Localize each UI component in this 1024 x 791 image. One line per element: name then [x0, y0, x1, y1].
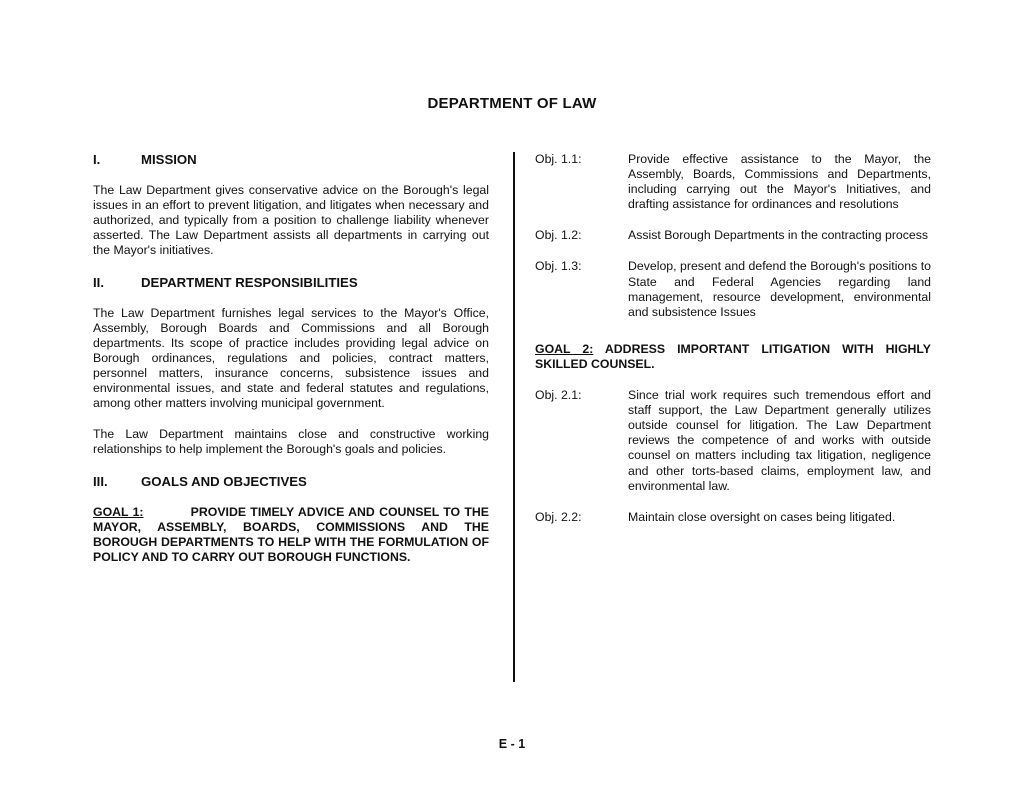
objective-text: Develop, present and defend the Borough's positions to State and Federal Agencies regarding land management, resource development, environmental and subsistence Issues: [628, 259, 931, 319]
objective-item: [535, 510, 931, 525]
mission-paragraph: The Law Department gives conservative advice on the Borough's legal issues in an effort to prevent litigation, and litigates when necessary and authorized, and typically from a position to challenge liability whenever asserted. The Law Department assists all departments in carrying out the Mayor's initiatives.: [93, 183, 489, 258]
objective-label: Obj. 2.2:: [535, 509, 582, 524]
goal-label: GOAL 2:: [535, 341, 594, 356]
section-heading-goals: [93, 474, 489, 489]
objective-label: Obj. 2.1:: [535, 388, 582, 403]
objective-label: Obj. 1.1:: [535, 152, 582, 166]
objective-item: [535, 152, 931, 212]
objective-item: [535, 228, 931, 243]
objective-item: [535, 259, 931, 319]
section-number: II.: [93, 274, 104, 290]
left-column: [93, 152, 489, 565]
responsibilities-paragraph: The Law Department furnishes legal services to the Mayor's Office, Assembly, Borough Boards and Commissions and all Borough departments. Its scope of practice includes providing legal advice on Borough ordinances, regulations and policies, contract matters, personnel matters, insurance concerns, subsistence issues and environmental issues, and state and federal statutes and regulations, among other matters involving municipal government.: [93, 305, 489, 411]
section-title: MISSION: [141, 152, 197, 167]
section-number: I.: [93, 152, 101, 167]
objective-text: Maintain close oversight on cases being litigated.: [628, 509, 896, 524]
page-title: DEPARTMENT OF LAW: [427, 95, 597, 112]
goal-2: [535, 342, 931, 372]
objective-label: Obj. 1.3:: [535, 259, 582, 274]
responsibilities-paragraph: The Law Department maintains close and constructive working relationships to help implement the Borough's goals and policies.: [93, 427, 489, 457]
section-title: DEPARTMENT RESPONSIBILITIES: [141, 274, 358, 290]
objective-item: [535, 388, 931, 494]
section-heading-mission: [93, 152, 489, 167]
goal-1: [93, 505, 489, 565]
objective-label: Obj. 1.2:: [535, 228, 582, 243]
objective-text: Provide effective assistance to the Mayor, the Assembly, Boards, Commissions and Departments, including carrying out the Mayor's Initiatives, and drafting assistance for ordinances and resolutions: [628, 152, 931, 212]
goal-label: GOAL 1:: [93, 504, 144, 519]
right-column: [535, 152, 931, 525]
objective-text: Assist Borough Departments in the contracting process: [628, 228, 929, 243]
section-title: GOALS AND OBJECTIVES: [141, 473, 307, 489]
page-number: E - 1: [498, 737, 526, 751]
objective-text: Since trial work requires such tremendous effort and staff support, the Law Department generally utilizes outside counsel for litigation. The Law Department reviews the competence of and works with outside counsel on matters including tax litigation, negligence and other torts-based claims, employment law, and environmental law.: [628, 388, 931, 493]
section-heading-responsibilities: [93, 275, 489, 290]
section-number: III.: [93, 473, 108, 489]
goal-text: ADDRESS IMPORTANT LITIGATION WITH HIGHLY SKILLED COUNSEL.: [535, 341, 931, 371]
column-divider: [513, 152, 515, 682]
goal-text: PROVIDE TIMELY ADVICE AND COUNSEL TO THE MAYOR, ASSEMBLY, BOARDS, COMMISSIONS AND THE BOROUGH DEPARTMENTS TO HELP WITH THE FORMULATION OF POLICY AND TO CARRY OUT BOROUGH FUNCTIONS.: [93, 504, 489, 564]
